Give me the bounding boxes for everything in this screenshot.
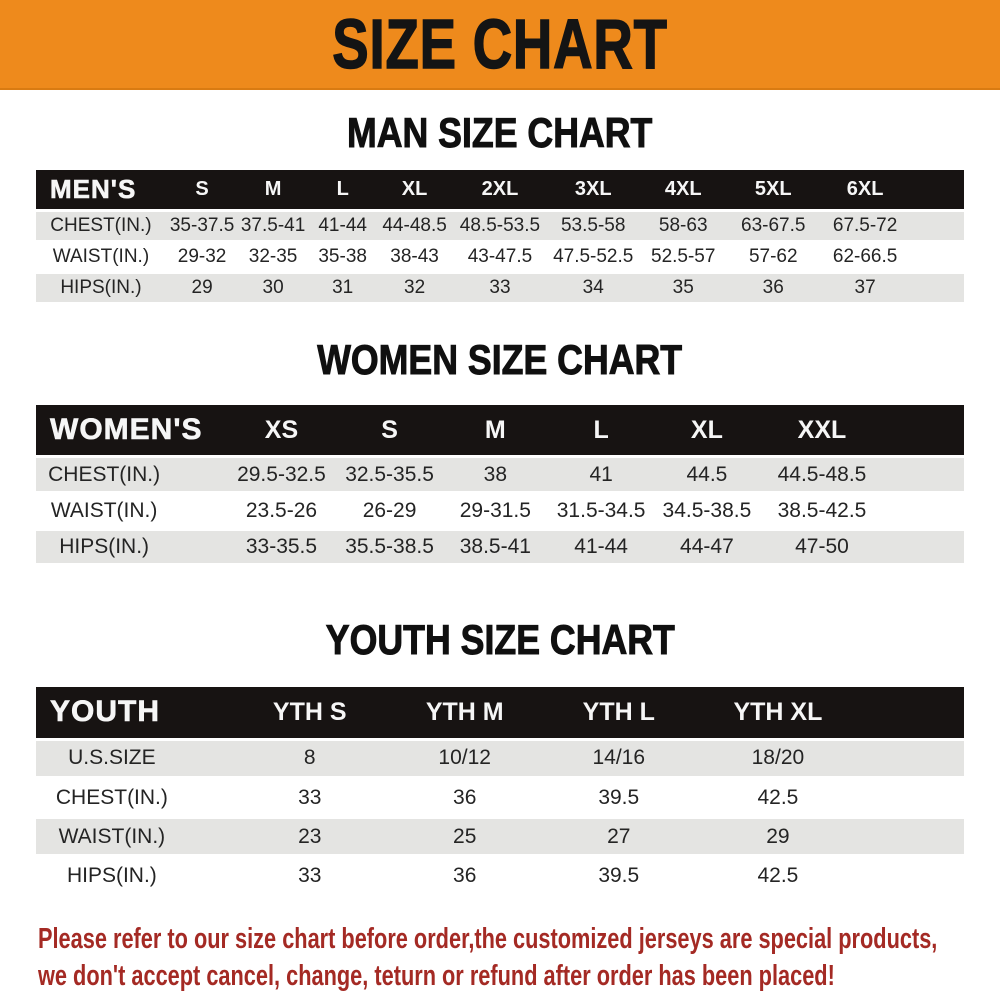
row-label: CHEST(IN.) [36, 457, 226, 493]
size-value: 35-37.5 [166, 210, 238, 241]
women-size-table [36, 405, 964, 567]
column-header: XL [654, 405, 760, 457]
size-value: 38.5-42.5 [760, 493, 884, 529]
header-spacer [860, 687, 964, 739]
size-value: 18/20 [696, 739, 860, 778]
table-row [36, 739, 964, 778]
table-row [36, 529, 964, 565]
size-value: 35.5-38.5 [337, 529, 443, 565]
size-value: 39.5 [542, 778, 696, 817]
column-header: 5XL [728, 170, 818, 210]
size-value: 36 [388, 778, 542, 817]
column-header: XXL [760, 405, 884, 457]
row-label: U.S.SIZE [36, 739, 232, 778]
table-header-row [36, 687, 964, 739]
row-spacer [860, 817, 964, 856]
column-header: XL [377, 170, 451, 210]
size-value: 31.5-34.5 [548, 493, 654, 529]
column-header: L [308, 170, 378, 210]
size-value: 23 [232, 817, 388, 856]
men-section-heading [0, 110, 1000, 156]
table-header-row [36, 170, 964, 210]
size-value: 10/12 [388, 739, 542, 778]
size-value: 39.5 [542, 856, 696, 895]
size-value: 58-63 [638, 210, 728, 241]
size-value: 33-35.5 [226, 529, 336, 565]
size-value: 34.5-38.5 [654, 493, 760, 529]
section-youth [0, 617, 1000, 897]
row-label: HIPS(IN.) [36, 272, 166, 303]
size-value: 41 [548, 457, 654, 493]
size-value: 35 [638, 272, 728, 303]
row-label: WAIST(IN.) [36, 817, 232, 856]
size-value: 33 [232, 856, 388, 895]
men-size-table [36, 170, 964, 305]
row-label: WAIST(IN.) [36, 241, 166, 272]
size-value: 44.5-48.5 [760, 457, 884, 493]
column-header: 4XL [638, 170, 728, 210]
table-row [36, 778, 964, 817]
size-value: 44-47 [654, 529, 760, 565]
table-row [36, 856, 964, 895]
table-row [36, 272, 964, 303]
header-spacer [884, 405, 964, 457]
size-value: 41-44 [308, 210, 378, 241]
size-value: 14/16 [542, 739, 696, 778]
size-value: 47-50 [760, 529, 884, 565]
women-section-heading [0, 337, 1000, 383]
row-spacer [860, 739, 964, 778]
size-value: 33 [452, 272, 549, 303]
row-spacer [884, 529, 964, 565]
size-value: 32 [377, 272, 451, 303]
heading-text: MAN SIZE CHART [347, 109, 653, 156]
size-value: 38.5-41 [442, 529, 548, 565]
column-header: YTH S [232, 687, 388, 739]
footer-line-1: Please refer to our size chart before order,the customized jerseys are special products, [38, 923, 938, 956]
table-group-label: WOMEN'S [36, 405, 226, 457]
banner [0, 0, 1000, 90]
column-header: 2XL [452, 170, 549, 210]
column-header: M [238, 170, 308, 210]
row-label: WAIST(IN.) [36, 493, 226, 529]
row-spacer [912, 241, 964, 272]
column-header: YTH L [542, 687, 696, 739]
size-value: 48.5-53.5 [452, 210, 549, 241]
size-value: 23.5-26 [226, 493, 336, 529]
heading-text: YOUTH SIZE CHART [325, 615, 675, 663]
youth-section-heading [0, 617, 1000, 663]
column-header: M [442, 405, 548, 457]
size-value: 29 [696, 817, 860, 856]
column-header: 3XL [548, 170, 638, 210]
table-row [36, 457, 964, 493]
size-value: 31 [308, 272, 378, 303]
table-row [36, 817, 964, 856]
table-group-label: YOUTH [36, 687, 232, 739]
size-value: 36 [388, 856, 542, 895]
row-spacer [884, 457, 964, 493]
header-spacer [912, 170, 964, 210]
size-value: 52.5-57 [638, 241, 728, 272]
size-value: 37.5-41 [238, 210, 308, 241]
size-value: 57-62 [728, 241, 818, 272]
column-header: YTH XL [696, 687, 860, 739]
column-header: XS [226, 405, 336, 457]
column-header: S [337, 405, 443, 457]
size-value: 25 [388, 817, 542, 856]
size-value: 44-48.5 [377, 210, 451, 241]
table-row [36, 493, 964, 529]
size-value: 43-47.5 [452, 241, 549, 272]
table-group-label: MEN'S [36, 170, 166, 210]
row-label: CHEST(IN.) [36, 210, 166, 241]
size-value: 26-29 [337, 493, 443, 529]
row-spacer [860, 856, 964, 895]
size-value: 36 [728, 272, 818, 303]
row-spacer [884, 493, 964, 529]
size-value: 32-35 [238, 241, 308, 272]
banner-title: SIZE CHART [332, 5, 668, 83]
column-header: 6XL [818, 170, 912, 210]
size-value: 34 [548, 272, 638, 303]
footer-note [0, 921, 1000, 995]
row-spacer [912, 272, 964, 303]
column-header: L [548, 405, 654, 457]
column-header: YTH M [388, 687, 542, 739]
size-value: 32.5-35.5 [337, 457, 443, 493]
size-value: 37 [818, 272, 912, 303]
footer-line-2: we don't accept cancel, change, teturn or refund after order has been placed! [38, 960, 835, 993]
size-value: 63-67.5 [728, 210, 818, 241]
table-row [36, 241, 964, 272]
size-value: 29-31.5 [442, 493, 548, 529]
size-value: 44.5 [654, 457, 760, 493]
size-value: 53.5-58 [548, 210, 638, 241]
size-value: 8 [232, 739, 388, 778]
size-value: 29-32 [166, 241, 238, 272]
row-label: HIPS(IN.) [36, 856, 232, 895]
row-label: HIPS(IN.) [36, 529, 226, 565]
size-value: 33 [232, 778, 388, 817]
size-value: 42.5 [696, 856, 860, 895]
size-value: 38-43 [377, 241, 451, 272]
size-value: 27 [542, 817, 696, 856]
size-value: 35-38 [308, 241, 378, 272]
size-value: 47.5-52.5 [548, 241, 638, 272]
size-value: 29 [166, 272, 238, 303]
row-label: CHEST(IN.) [36, 778, 232, 817]
row-spacer [912, 210, 964, 241]
size-value: 67.5-72 [818, 210, 912, 241]
size-value: 29.5-32.5 [226, 457, 336, 493]
size-value: 41-44 [548, 529, 654, 565]
size-value: 30 [238, 272, 308, 303]
size-value: 62-66.5 [818, 241, 912, 272]
row-spacer [860, 778, 964, 817]
section-men [0, 110, 1000, 305]
column-header: S [166, 170, 238, 210]
youth-size-table [36, 687, 964, 897]
table-header-row [36, 405, 964, 457]
size-value: 38 [442, 457, 548, 493]
table-row [36, 210, 964, 241]
section-women [0, 337, 1000, 567]
size-value: 42.5 [696, 778, 860, 817]
heading-text: WOMEN SIZE CHART [317, 335, 683, 383]
